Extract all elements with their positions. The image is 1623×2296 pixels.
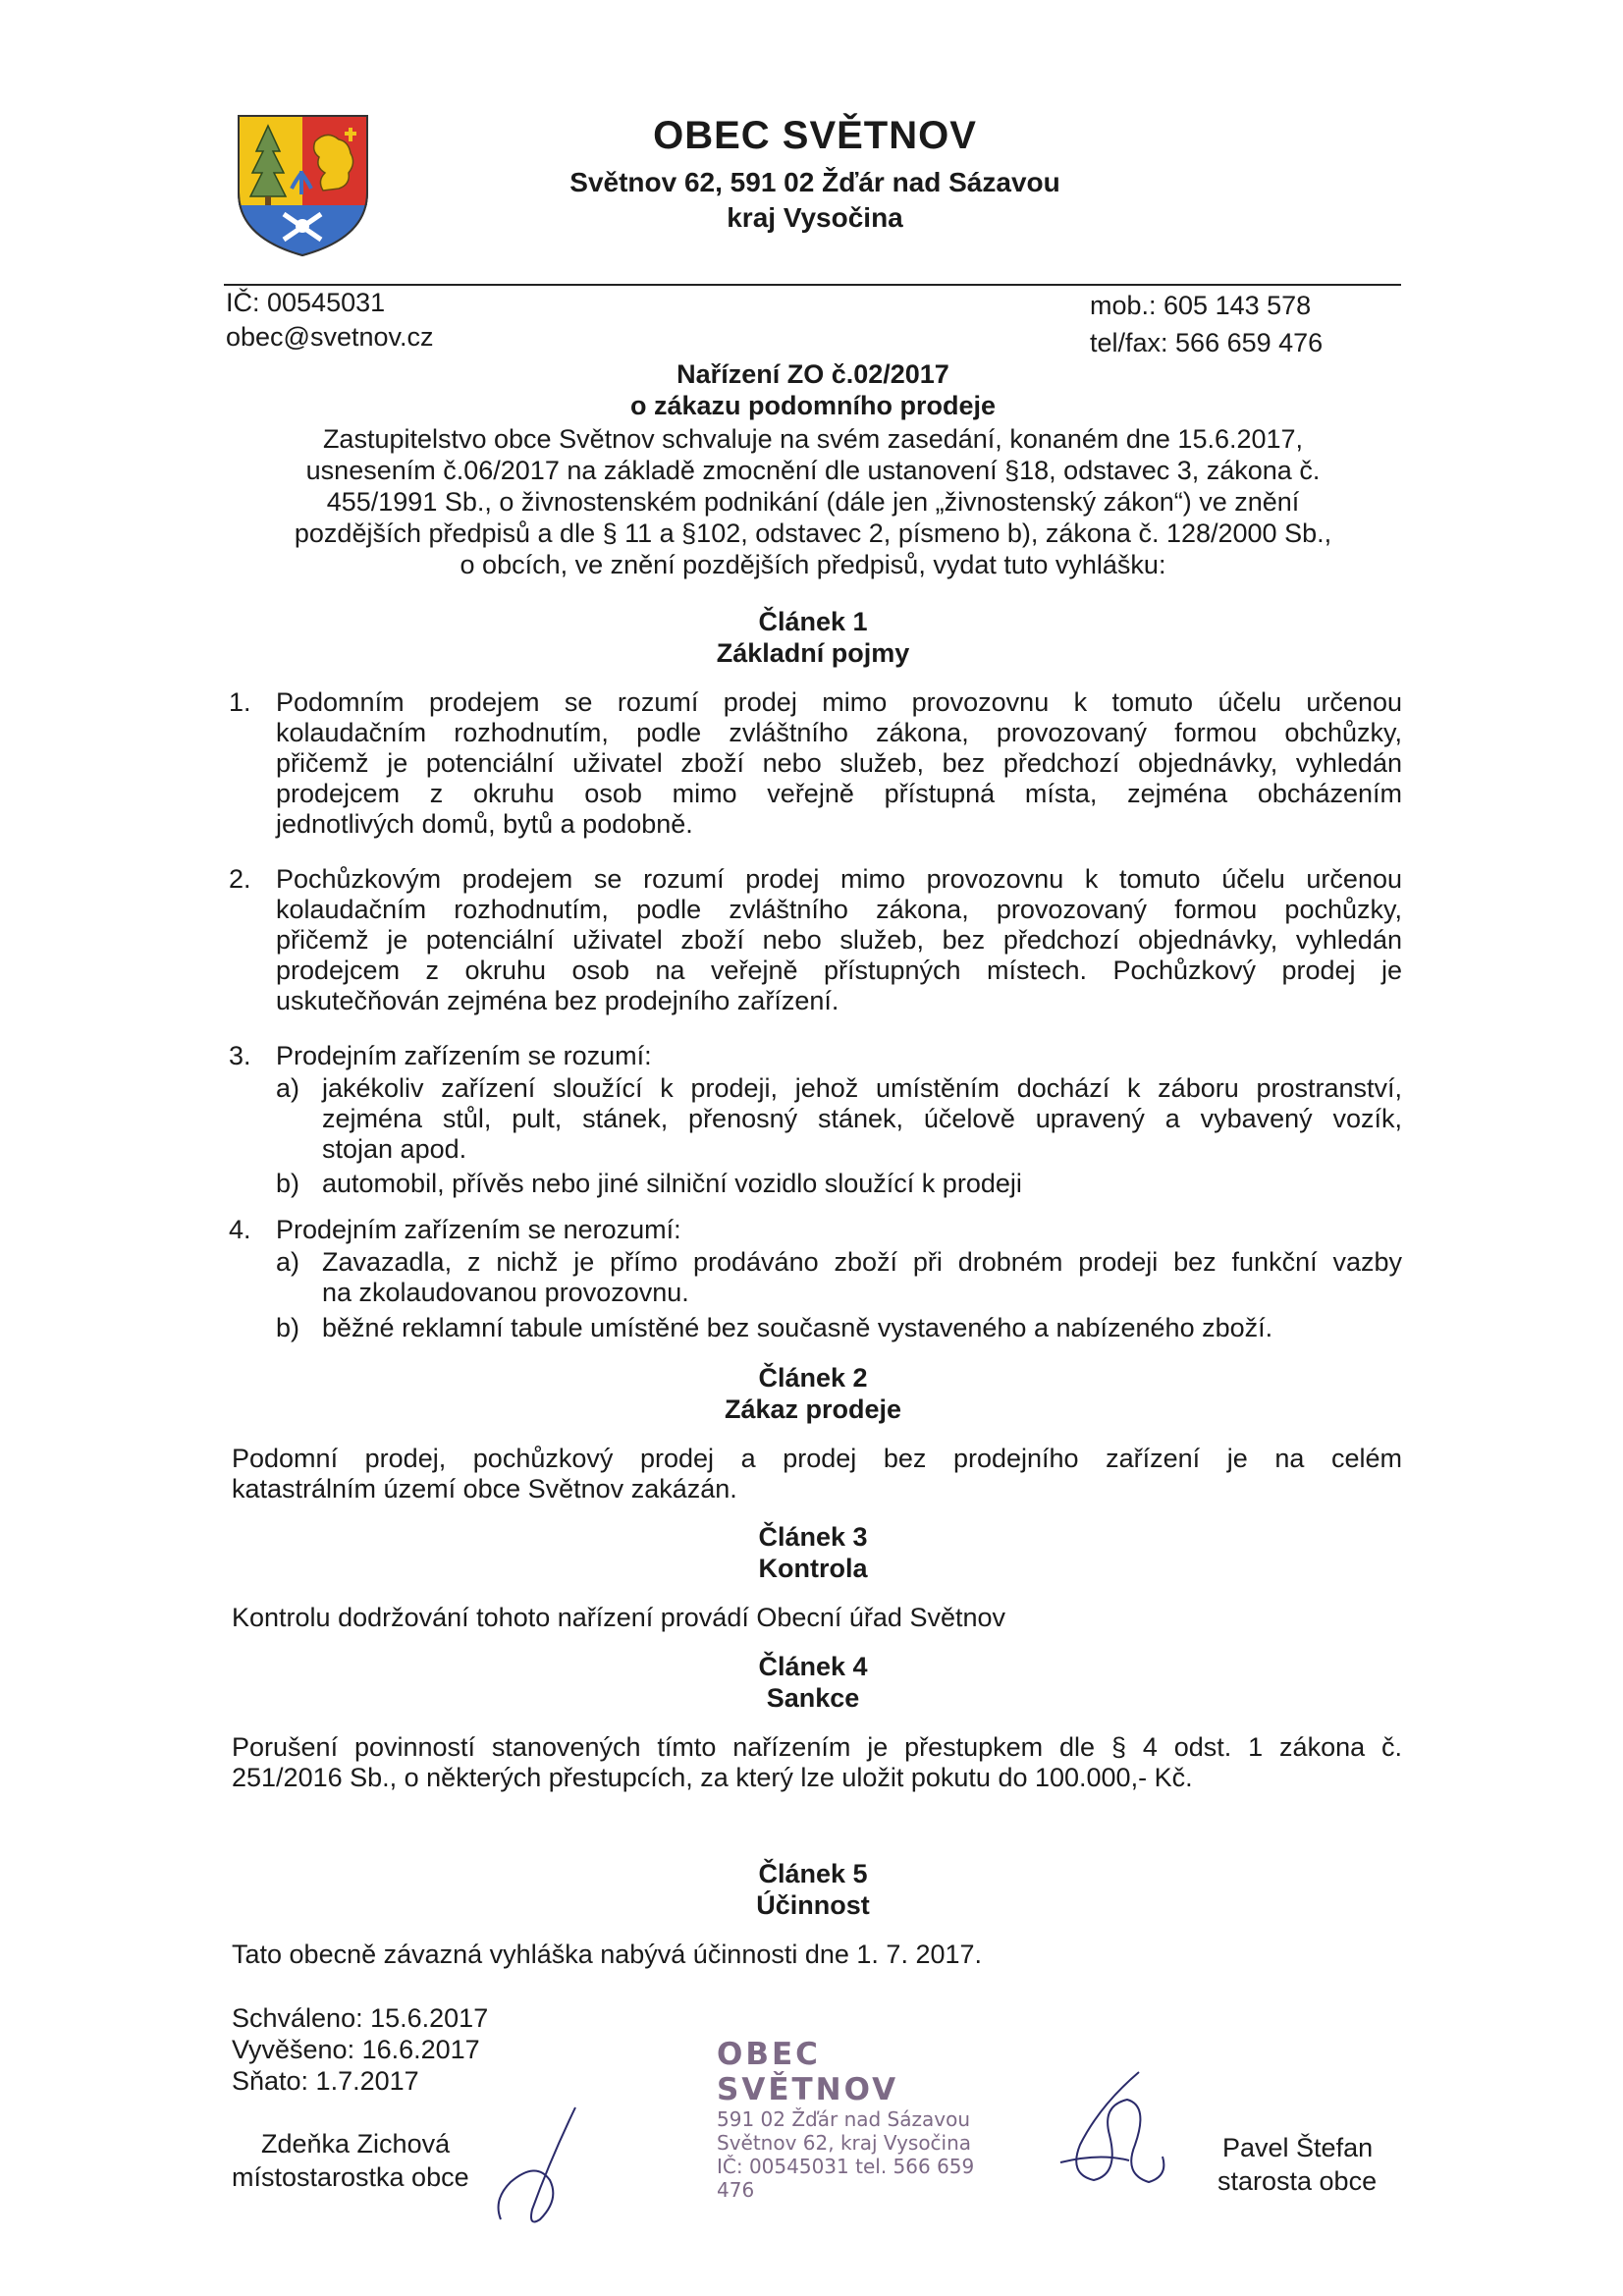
list-number: 2.: [229, 864, 251, 894]
preamble-line: 455/1991 Sb., o živnostenském podnikání (dále jen „živnostenský zákon“) ve znění: [326, 487, 1300, 517]
regulation-subject: o zákazu podomního prodeje: [629, 391, 996, 420]
paragraph-line: Prodejním zařízením se nerozumí:: [276, 1215, 681, 1244]
paragraph-line: Kontrolu dodržování tohoto nařízení provádí Obecní úřad Světnov: [232, 1603, 1005, 1632]
paragraph-line: 251/2016 Sb., o některých přestupcích, za který lze uložit pokutu do 100.000,- Kč.: [232, 1763, 1193, 1792]
list-number: 4.: [229, 1215, 251, 1244]
coat-of-arms-icon: [233, 112, 373, 259]
paragraph-line: kolaudačním rozhodnutím, podle zvláštního zákona, provozovaný formou obchůzky,: [276, 718, 1402, 747]
paragraph-line: zejména stůl, pult, stánek, přenosný stánek, účelově upravený a vybavený vozík,: [322, 1104, 1402, 1133]
preamble-line: o obcích, ve znění pozdějších předpisů, vydat tuto vyhlášku:: [460, 550, 1166, 579]
left-signatory-role: místostarostka obce: [232, 2162, 469, 2192]
preamble-line: usnesením č.06/2017 na základě zmocnění dle ustanovení §18, odstavec 3, zákona č.: [305, 456, 1321, 485]
right-signatory-role: starosta obce: [1217, 2166, 1378, 2196]
article-1-heading: Článek 1: [758, 607, 868, 636]
paragraph-line: stojan apod.: [322, 1134, 467, 1164]
posted-date: Vyvěšeno: 16.6.2017: [232, 2035, 480, 2064]
paragraph-line: běžné reklamní tabule umístěné bez současně vystaveného a nabízeného zboží.: [322, 1313, 1273, 1342]
list-letter: b): [276, 1313, 300, 1342]
article-5-heading: Článek 5: [758, 1859, 868, 1888]
regulation-number: Nařízení ZO č.02/2017: [676, 359, 949, 389]
article-2-title: Zákaz prodeje: [724, 1394, 902, 1424]
paragraph-line: Tato obecně závazná vyhláška nabývá účinnosti dne 1. 7. 2017.: [232, 1940, 983, 1969]
municipality-title: OBEC SVĚTNOV: [653, 114, 977, 157]
stamp-name: OBEC SVĚTNOV: [717, 2037, 899, 2107]
stamp-line: Světnov 62, kraj Vysočina: [717, 2131, 972, 2155]
paragraph-line: přičemž je potenciální uživatel zboží nebo služeb, bez předchozí objednávky, vyhledán: [276, 748, 1402, 778]
email-address: obec@svetnov.cz: [226, 322, 434, 352]
list-number: 1.: [229, 687, 251, 717]
company-id: IČ: 00545031: [226, 288, 386, 317]
paragraph-line: katastrálním území obce Světnov zakázán.: [232, 1474, 737, 1503]
list-number: 3.: [229, 1041, 251, 1070]
paragraph-line: Porušení povinností stanovených tímto nařízením je přestupkem dle § 4 odst. 1 zákona č.: [232, 1732, 1402, 1762]
article-5-title: Účinnost: [756, 1890, 870, 1920]
list-letter: a): [276, 1247, 300, 1277]
paragraph-line: kolaudačním rozhodnutím, podle zvláštního zákona, provozovaný formou pochůzky,: [276, 895, 1402, 924]
article-4-title: Sankce: [766, 1683, 860, 1713]
stamp-line: IČ: 00545031 tel. 566 659 476: [717, 2155, 975, 2202]
paragraph-line: Zavazadla, z nichž je přímo prodáváno zboží při drobném prodeji bez funkční vazby: [322, 1247, 1402, 1277]
paragraph-line: prodejcem z okruhu osob na veřejně přístupných místech. Pochůzkový prodej je: [276, 956, 1402, 985]
list-letter: a): [276, 1073, 300, 1103]
article-2-heading: Článek 2: [758, 1363, 868, 1393]
preamble-line: Zastupitelstvo obce Světnov schvaluje na svém zasedání, konaném dne 15.6.2017,: [322, 424, 1304, 454]
paragraph-line: Pochůzkovým prodejem se rozumí prodej mimo provozovnu k tomuto účelu určenou: [276, 864, 1402, 894]
article-3-heading: Článek 3: [758, 1522, 868, 1552]
paragraph-line: na zkolaudovanou provozovnu.: [322, 1278, 689, 1307]
left-signatory-name: Zdeňka Zichová: [261, 2129, 451, 2159]
article-1-title: Základní pojmy: [716, 638, 910, 668]
paragraph-line: Podomním prodejem se rozumí prodej mimo provozovnu k tomuto účelu určenou: [276, 687, 1402, 717]
list-letter: b): [276, 1169, 300, 1198]
paragraph-line: jednotlivých domů, bytů a podobně.: [276, 809, 693, 839]
article-3-title: Kontrola: [758, 1554, 868, 1583]
header-divider: [224, 284, 1401, 286]
official-stamp: [717, 2037, 992, 2202]
paragraph-line: Podomní prodej, pochůzkový prodej a prodej bez prodejního zařízení je na celém: [232, 1444, 1402, 1473]
paragraph-line: uskutečňován zejména bez prodejního zařízení.: [276, 986, 839, 1015]
tel-fax-number: tel/fax: 566 659 476: [1090, 328, 1324, 357]
municipality-address: Světnov 62, 591 02 Žďár nad Sázavou: [569, 167, 1060, 197]
mobile-number: mob.: 605 143 578: [1090, 291, 1312, 320]
approved-date: Schváleno: 15.6.2017: [232, 2003, 489, 2033]
article-4-heading: Článek 4: [758, 1652, 868, 1681]
paragraph-line: Prodejním zařízením se rozumí:: [276, 1041, 652, 1070]
preamble-line: pozdějších předpisů a dle § 11 a §102, odstavec 2, písmeno b), zákona č. 128/2000 Sb.,: [294, 519, 1332, 548]
right-signatory-name: Pavel Štefan: [1222, 2133, 1374, 2162]
removed-date: Sňato: 1.7.2017: [232, 2066, 419, 2096]
paragraph-line: automobil, přívěs nebo jiné silniční vozidlo sloužící k prodeji: [322, 1169, 1022, 1198]
right-signature-icon: [1041, 2066, 1188, 2214]
paragraph-line: přičemž je potenciální uživatel zboží nebo služeb, bez předchozí objednávky, vyhledán: [276, 925, 1402, 955]
left-signature-icon: [481, 2102, 599, 2239]
municipality-region: kraj Vysočina: [727, 202, 903, 233]
stamp-line: 591 02 Žďár nad Sázavou: [717, 2107, 971, 2131]
paragraph-line: jakékoliv zařízení sloužící k prodeji, jehož umístěním dochází k záboru prostranství,: [322, 1073, 1402, 1103]
paragraph-line: prodejcem z okruhu osob mimo veřejně přístupná místa, zejména obcházením: [276, 779, 1402, 808]
